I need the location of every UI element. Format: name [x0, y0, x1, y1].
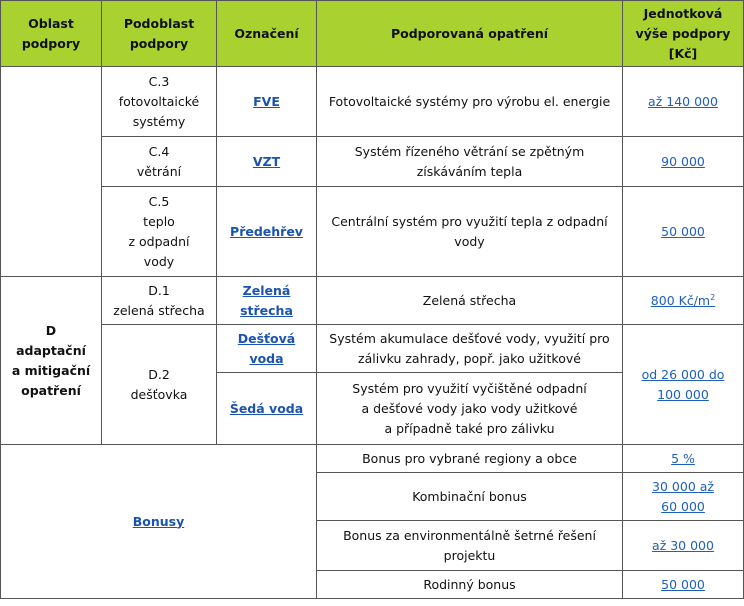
- link-amount-c4[interactable]: 90 000: [661, 153, 705, 169]
- table-row-c5: [1, 187, 744, 277]
- header-row: [1, 1, 744, 67]
- link-amount-bonus-4[interactable]: 50 000: [661, 576, 705, 592]
- header-podoblast: Podoblast podpory: [102, 1, 217, 67]
- table-row-bonus-1: [1, 445, 744, 473]
- link-zelena-strecha[interactable]: Zelená střecha: [240, 282, 293, 318]
- link-amount-bonus-3[interactable]: až 30 000: [652, 537, 714, 553]
- table-row-c4: [1, 137, 744, 187]
- measure-d2-rain: Systém akumulace dešťové vody, využití pro zálivku zahrady, popř. jako užitkové: [317, 325, 623, 373]
- oznaceni-c3: [217, 67, 317, 137]
- header-oblast: Oblast podpory: [1, 1, 102, 67]
- podoblast-c3: C.3 fotovoltaické systémy: [102, 67, 217, 137]
- oznaceni-c4: [217, 137, 317, 187]
- measure-d2-grey: Systém pro využití vyčištěné odpadní a dešťové vody jako vody užitkové a případně také pro zálivku: [317, 373, 623, 445]
- podoblast-d1: D.1 zelená střecha: [102, 277, 217, 325]
- link-seda-voda[interactable]: Šedá voda: [229, 400, 304, 416]
- link-amount-c3[interactable]: až 140 000: [648, 93, 718, 109]
- table-row-d2-rain: [1, 325, 744, 373]
- amount-bonus-1: [623, 445, 744, 473]
- measure-d1: Zelená střecha: [317, 277, 623, 325]
- measure-c3: Fotovoltaické systémy pro výrobu el. energie: [317, 67, 623, 137]
- oblast-c-cell: [1, 67, 102, 277]
- header-opatreni: Podporovaná opatření: [317, 1, 623, 67]
- amount-bonus-2: [623, 473, 744, 521]
- link-amount-bonus-2[interactable]: 30 000 až 60 000: [652, 478, 714, 514]
- podoblast-d2: D.2 dešťovka: [102, 325, 217, 445]
- table-row-c3: [1, 67, 744, 137]
- link-amount-c5[interactable]: 50 000: [661, 223, 705, 239]
- bonusy-cell: [1, 445, 317, 599]
- header-vyse: Jednotková výše podpory [Kč]: [623, 1, 744, 67]
- link-fve[interactable]: FVE: [253, 93, 280, 109]
- measure-c4: Systém řízeného větrání se zpětným získáváním tepla: [317, 137, 623, 187]
- podoblast-c5: C.5 teplo z odpadní vody: [102, 187, 217, 277]
- amount-c3: [623, 67, 744, 137]
- link-predehrev[interactable]: Předehřev: [230, 223, 303, 239]
- measure-c5: Centrální systém pro využití tepla z odpadní vody: [317, 187, 623, 277]
- measure-bonus-3: Bonus za environmentálně šetrné řešení projektu: [317, 521, 623, 571]
- podoblast-c4: C.4 větrání: [102, 137, 217, 187]
- measure-bonus-4: Rodinný bonus: [317, 571, 623, 599]
- measure-bonus-2: Kombinační bonus: [317, 473, 623, 521]
- amount-bonus-4: [623, 571, 744, 599]
- link-destova-voda[interactable]: Dešťová voda: [237, 330, 296, 366]
- header-oznaceni: Označení: [217, 1, 317, 67]
- link-bonusy[interactable]: Bonusy: [132, 513, 185, 529]
- oznaceni-d2-rain: [217, 325, 317, 373]
- link-amount-d1[interactable]: 800 Kč/m$^2$: [650, 292, 716, 308]
- amount-bonus-3: [623, 521, 744, 571]
- link-amount-bonus-1[interactable]: 5 %: [671, 450, 695, 466]
- oznaceni-d2-grey: [217, 373, 317, 445]
- amount-d2: [623, 325, 744, 445]
- oznaceni-d1: [217, 277, 317, 325]
- amount-d1: [623, 277, 744, 325]
- table-row-d1: [1, 277, 744, 325]
- link-vzt[interactable]: VZT: [252, 153, 281, 169]
- amount-c4: [623, 137, 744, 187]
- measure-bonus-1: Bonus pro vybrané regiony a obce: [317, 445, 623, 473]
- link-amount-d2[interactable]: od 26 000 do 100 000: [641, 366, 725, 402]
- oznaceni-c5: [217, 187, 317, 277]
- oblast-d: D adaptační a mitigační opatření: [1, 277, 102, 445]
- amount-c5: [623, 187, 744, 277]
